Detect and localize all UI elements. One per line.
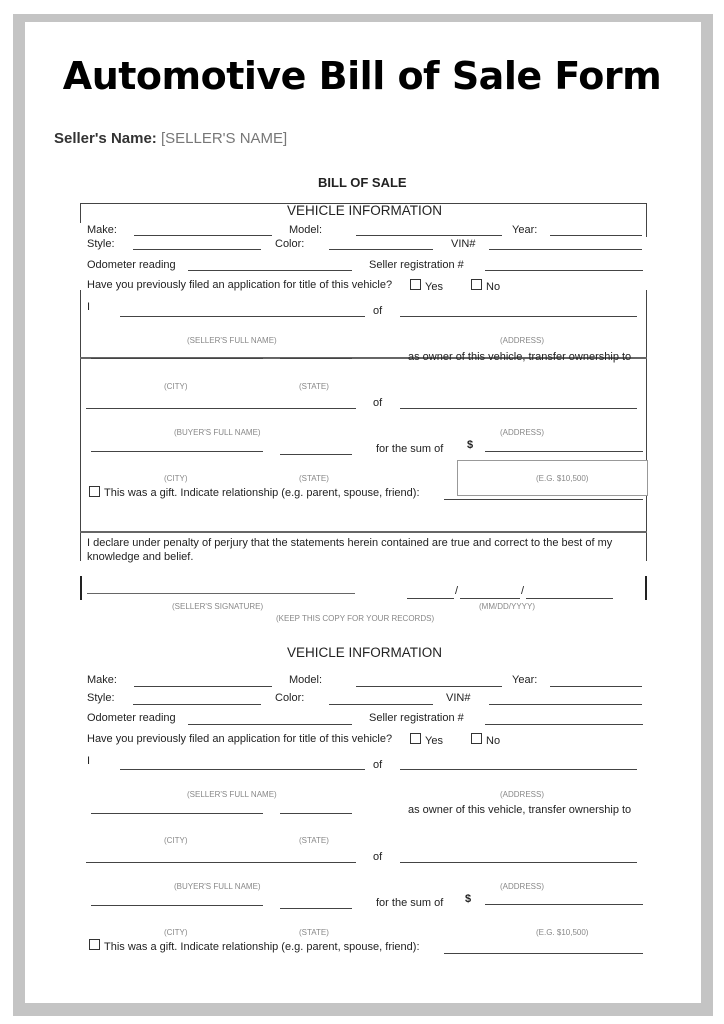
amount-field[interactable] [485,451,643,452]
gift-checkbox[interactable] [89,486,100,497]
seller-address-field-2[interactable] [400,769,637,770]
date-day-field[interactable] [460,598,520,599]
yes-label-2: Yes [425,735,443,747]
cropped-seller-name-line [54,126,288,147]
dollar-sign-2: $ [465,893,472,905]
transfer-text: as owner of this vehicle, transfer ownership to [408,351,632,363]
amount-example-hint: (E.G. $10,500) [536,474,589,483]
year-label-2: Year: [512,674,538,686]
date-separator-1: / [455,585,459,597]
seller-city-field-2[interactable] [91,813,263,814]
city-hint: (CITY) [164,382,188,391]
date-month-field[interactable] [407,598,454,599]
make-field[interactable] [134,235,272,236]
make-label-2: Make: [87,674,117,686]
vin-label-2: VIN# [446,692,471,704]
color-field[interactable] [329,249,433,250]
box-divider-declaration [80,531,647,533]
seller-registration-label: Seller registration # [369,259,464,271]
seller-full-name-field[interactable] [120,316,365,317]
odometer-label: Odometer reading [87,259,176,271]
buyer-state-field-2[interactable] [280,908,352,909]
of-label-copy2: of [373,759,383,771]
declaration-text: I declare under penalty of perjury that the statements herein contained are true and correct to the best of my knowledge and belief. [87,537,613,563]
title-filed-question-2: Have you previously filed an application for title of this vehicle? [87,733,393,745]
state-hint-2-copy2: (STATE) [299,928,329,937]
vin-field[interactable] [489,249,642,250]
cropped-seller-name-label: Seller's Name: [54,130,157,147]
no-label-2: No [486,735,501,747]
style-label: Style: [87,238,115,250]
buyer-full-name-field[interactable] [86,408,356,409]
seller-state-field-2[interactable] [280,813,352,814]
box-left-border-top [80,203,81,223]
relationship-field-2[interactable] [444,953,643,954]
date-hint: (MM/DD/YYYY) [479,602,535,611]
signature-left-mark [80,576,82,600]
page-card [25,22,701,1003]
seller-registration-label-2: Seller registration # [369,712,464,724]
seller-registration-field-2[interactable] [485,724,643,725]
cropped-seller-name-value: [SELLER'S NAME] [160,130,288,147]
odometer-field-2[interactable] [188,724,352,725]
seller-full-name-hint-2: (SELLER'S FULL NAME) [187,790,277,799]
signature-right-mark [645,576,647,600]
seller-full-name-hint: (SELLER'S FULL NAME) [187,336,277,345]
vehicle-info-heading: VEHICLE INFORMATION [287,203,443,218]
vin-field-2[interactable] [489,704,642,705]
state-hint: (STATE) [299,382,329,391]
amount-field-2[interactable] [485,904,643,905]
make-field-2[interactable] [134,686,272,687]
dollar-sign: $ [467,439,474,451]
of-label: of [373,305,383,317]
model-field[interactable] [356,235,502,236]
color-label: Color: [275,238,305,250]
sum-label: for the sum of [376,443,444,455]
model-field-2[interactable] [356,686,502,687]
of-label-2: of [373,397,383,409]
year-field-2[interactable] [550,686,642,687]
yes-label: Yes [425,281,443,293]
seller-signature-field[interactable] [87,593,355,594]
year-label: Year: [512,224,538,236]
i-label-2: I [87,755,91,767]
i-label: I [87,301,91,313]
city-hint-2: (CITY) [164,474,188,483]
title-filed-no-checkbox[interactable] [471,279,482,290]
seller-city-field[interactable] [91,358,263,359]
declaration-left-border [80,533,81,561]
model-label: Model: [289,224,323,236]
date-year-field[interactable] [526,598,613,599]
state-hint-2: (STATE) [299,474,329,483]
transfer-text-2: as owner of this vehicle, transfer ownership to [408,804,632,816]
model-label-2: Model: [289,674,323,686]
buyer-state-field[interactable] [280,454,352,455]
buyer-city-field-2[interactable] [91,905,263,906]
gift-label: This was a gift. Indicate relationship (e.g. parent, spouse, friend): [104,487,420,499]
make-label: Make: [87,224,117,236]
box-right-border-top [646,203,647,237]
buyer-full-name-field-2[interactable] [86,862,356,863]
city-hint-copy2: (CITY) [164,836,188,845]
buyer-city-field[interactable] [91,451,263,452]
seller-registration-field[interactable] [485,270,643,271]
of-label-2-copy2: of [373,851,383,863]
title-filed-yes-checkbox-2[interactable] [410,733,421,744]
seller-address-field[interactable] [400,316,637,317]
buyer-address-field-2[interactable] [400,862,637,863]
state-hint-copy2: (STATE) [299,836,329,845]
no-label: No [486,281,501,293]
title-filed-question: Have you previously filed an application for title of this vehicle? [87,279,393,291]
odometer-field[interactable] [188,270,352,271]
relationship-field[interactable] [444,499,643,500]
declaration-right-border [646,533,647,561]
address-hint-copy2: (ADDRESS) [500,790,545,799]
color-field-2[interactable] [329,704,433,705]
records-note: (KEEP THIS COPY FOR YOUR RECORDS) [276,614,435,623]
buyer-full-name-hint: (BUYER'S FULL NAME) [174,428,261,437]
color-label-2: Color: [275,692,305,704]
style-label-2: Style: [87,692,115,704]
vin-label: VIN# [451,238,476,250]
title-filed-yes-checkbox[interactable] [410,279,421,290]
buyer-address-field[interactable] [400,408,637,409]
style-field[interactable] [133,249,261,250]
seller-signature-hint: (SELLER'S SIGNATURE) [172,602,264,611]
seller-full-name-field-2[interactable] [120,769,365,770]
style-field-2[interactable] [133,704,261,705]
bill-of-sale-heading: BILL OF SALE [318,175,407,190]
title-filed-no-checkbox-2[interactable] [471,733,482,744]
gift-label-2: This was a gift. Indicate relationship (e.g. parent, spouse, friend): [104,941,420,953]
page-title: Automotive Bill of Sale Form [62,54,662,98]
sum-label-2: for the sum of [376,897,444,909]
seller-state-field[interactable] [280,358,352,359]
odometer-label-2: Odometer reading [87,712,176,724]
city-hint-2-copy2: (CITY) [164,928,188,937]
vehicle-info-heading-2: VEHICLE INFORMATION [287,645,443,660]
box-left-border [80,290,81,532]
address-hint-2-copy2: (ADDRESS) [500,882,545,891]
address-hint-2: (ADDRESS) [500,428,545,437]
buyer-full-name-hint-2: (BUYER'S FULL NAME) [174,882,261,891]
year-field[interactable] [550,235,642,236]
gift-checkbox-2[interactable] [89,939,100,950]
address-hint: (ADDRESS) [500,336,545,345]
date-separator-2: / [521,585,525,597]
amount-example-hint-2: (E.G. $10,500) [536,928,589,937]
